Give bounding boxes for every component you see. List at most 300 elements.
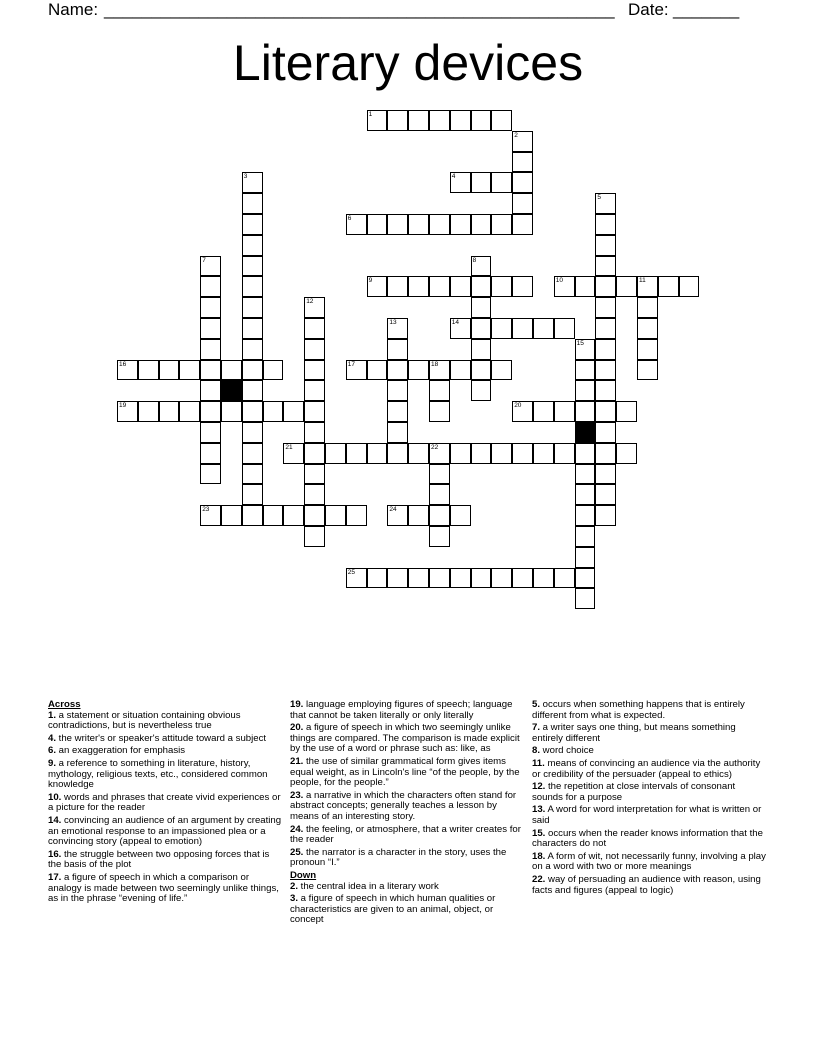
grid-cell[interactable] bbox=[512, 152, 533, 173]
clue-item bbox=[48, 850, 284, 871]
grid-cell[interactable] bbox=[595, 505, 616, 526]
clue-item bbox=[48, 793, 284, 814]
grid-cell[interactable] bbox=[346, 360, 367, 381]
grid-cell[interactable] bbox=[429, 443, 450, 464]
grid-cell[interactable] bbox=[408, 110, 429, 131]
grid-cell[interactable] bbox=[575, 505, 596, 526]
grid-cell[interactable] bbox=[346, 568, 367, 589]
grid-cell[interactable] bbox=[595, 380, 616, 401]
clue-item bbox=[290, 825, 522, 846]
grid-cell[interactable] bbox=[658, 276, 679, 297]
grid-cell[interactable] bbox=[242, 172, 263, 193]
grid-cell[interactable] bbox=[637, 318, 658, 339]
clue-item bbox=[532, 782, 768, 803]
clue-item-text: a narrative in which the characters often stand for abstract concepts; generally teaches a lesson by means of an interesting story. bbox=[290, 789, 517, 822]
across-heading: Across bbox=[48, 699, 81, 710]
grid-cell[interactable] bbox=[554, 401, 575, 422]
clue-item-text: the use of similar grammatical form gives items equal weight, as in Lincoln's line “of the people, by the people, for the people.” bbox=[290, 755, 520, 789]
grid-cell[interactable] bbox=[471, 110, 492, 131]
clue-item-number: 22. bbox=[532, 873, 546, 885]
grid-cell[interactable] bbox=[491, 568, 512, 589]
grid-cell[interactable] bbox=[367, 360, 388, 381]
down-heading: Down bbox=[290, 869, 317, 881]
grid-cell[interactable] bbox=[471, 297, 492, 318]
grid-cell[interactable] bbox=[325, 505, 346, 526]
grid-cell[interactable] bbox=[200, 318, 221, 339]
grid-cell[interactable] bbox=[408, 443, 429, 464]
grid-cell[interactable] bbox=[387, 568, 408, 589]
clues-column-2 bbox=[290, 700, 522, 928]
grid-cell[interactable] bbox=[512, 318, 533, 339]
grid-cell[interactable] bbox=[263, 505, 284, 526]
grid-cell[interactable] bbox=[554, 276, 575, 297]
grid-cell[interactable] bbox=[616, 276, 637, 297]
clue-number: 21 bbox=[285, 443, 293, 451]
grid-cell[interactable] bbox=[450, 505, 471, 526]
grid-cell[interactable] bbox=[450, 172, 471, 193]
clue-item-text: means of convincing an audience via the authority or credibility of the persuader (appeal to ethics) bbox=[532, 757, 761, 780]
grid-cell[interactable] bbox=[575, 276, 596, 297]
grid-cell[interactable] bbox=[367, 214, 388, 235]
grid-cell[interactable] bbox=[200, 443, 221, 464]
grid-block bbox=[221, 380, 242, 401]
clue-item-text: word choice bbox=[540, 745, 594, 757]
grid-cell[interactable] bbox=[491, 214, 512, 235]
clue-item bbox=[290, 757, 522, 789]
clue-item-number: 1. bbox=[48, 709, 57, 721]
grid-block bbox=[575, 422, 596, 443]
grid-cell[interactable] bbox=[533, 568, 554, 589]
grid-cell[interactable] bbox=[200, 401, 221, 422]
clue-item bbox=[290, 894, 522, 926]
clue-number: 5 bbox=[597, 194, 602, 202]
grid-cell[interactable] bbox=[491, 443, 512, 464]
clue-item bbox=[532, 852, 768, 873]
grid-cell[interactable] bbox=[138, 360, 159, 381]
grid-cell[interactable] bbox=[450, 443, 471, 464]
grid-cell[interactable] bbox=[533, 318, 554, 339]
grid-cell[interactable] bbox=[242, 380, 263, 401]
clue-item-text: a figure of speech in which a comparison or analogy is made between two seemingly unlike things, as in the phrase “evening of life.” bbox=[48, 871, 279, 905]
clue-number: 1 bbox=[368, 111, 373, 118]
grid-cell[interactable] bbox=[200, 464, 221, 485]
grid-cell[interactable] bbox=[491, 360, 512, 381]
grid-cell[interactable] bbox=[283, 505, 304, 526]
grid-cell[interactable] bbox=[200, 505, 221, 526]
clue-item-text: a writer says one thing, but means something entirely different bbox=[532, 722, 736, 744]
clue-number: 8 bbox=[472, 256, 477, 264]
clue-number: 23 bbox=[202, 506, 210, 514]
grid-cell[interactable] bbox=[575, 360, 596, 381]
clue-item-number: 18. bbox=[532, 850, 546, 862]
clue-item-number: 6. bbox=[48, 745, 57, 757]
grid-cell[interactable] bbox=[595, 401, 616, 422]
clue-item-number: 15. bbox=[532, 827, 546, 839]
clue-number: 12 bbox=[306, 298, 314, 306]
clue-item-number: 20. bbox=[290, 722, 304, 734]
clue-item-text: a reference to something in literature, history, mythology, religious texts, etc., considered common knowledge bbox=[48, 757, 268, 791]
grid-cell[interactable] bbox=[450, 110, 471, 131]
grid-cell[interactable] bbox=[637, 339, 658, 360]
grid-cell[interactable] bbox=[450, 318, 471, 339]
clue-number: 10 bbox=[555, 277, 564, 285]
grid-cell[interactable] bbox=[429, 360, 450, 381]
grid-cell[interactable] bbox=[200, 256, 221, 277]
clue-item-number: 25. bbox=[290, 846, 304, 858]
grid-cell[interactable] bbox=[304, 380, 325, 401]
clue-item-number: 12. bbox=[532, 781, 546, 793]
grid-cell[interactable] bbox=[304, 318, 325, 339]
clue-item-text: a figure of speech in which human qualities or characteristics are given to an animal, object, or concept bbox=[290, 893, 496, 926]
grid-cell[interactable] bbox=[429, 505, 450, 526]
clue-item-text: a statement or situation containing obvious contradictions, but is nevertheless true bbox=[48, 709, 241, 732]
clue-item-text: the writer's or speaker's attitude toward a subject bbox=[56, 732, 267, 744]
grid-cell[interactable] bbox=[429, 484, 450, 505]
clue-item bbox=[48, 873, 284, 905]
grid-cell[interactable] bbox=[595, 297, 616, 318]
clue-item-text: way of persuading an audience with reason, using facts and figures (appeal to logic) bbox=[532, 873, 761, 896]
grid-cell[interactable] bbox=[595, 360, 616, 381]
grid-cell[interactable] bbox=[429, 464, 450, 485]
clue-number: 9 bbox=[368, 277, 373, 285]
grid-cell[interactable] bbox=[512, 568, 533, 589]
grid-cell[interactable] bbox=[304, 422, 325, 443]
grid-cell[interactable] bbox=[595, 464, 616, 485]
grid-cell[interactable] bbox=[179, 360, 200, 381]
grid-cell[interactable] bbox=[304, 297, 325, 318]
grid-cell[interactable] bbox=[554, 443, 575, 464]
grid-cell[interactable] bbox=[263, 401, 284, 422]
clue-item bbox=[290, 700, 522, 721]
clue-item bbox=[48, 746, 284, 757]
grid-cell[interactable] bbox=[575, 464, 596, 485]
grid-cell[interactable] bbox=[387, 214, 408, 235]
grid-cell[interactable] bbox=[159, 401, 180, 422]
clue-item bbox=[532, 723, 768, 744]
clue-item-text: the struggle between two opposing forces that is the basis of the plot bbox=[48, 848, 270, 871]
grid-cell[interactable] bbox=[595, 443, 616, 464]
clue-item-number: 8. bbox=[532, 745, 541, 757]
clue-item-text: an exaggeration for emphasis bbox=[56, 745, 186, 757]
grid-cell[interactable] bbox=[471, 380, 492, 401]
clue-item bbox=[290, 723, 522, 755]
grid-cell[interactable] bbox=[450, 568, 471, 589]
grid-cell[interactable] bbox=[575, 568, 596, 589]
grid-cell[interactable] bbox=[179, 401, 200, 422]
clue-item-number: 21. bbox=[290, 755, 304, 767]
grid-cell[interactable] bbox=[491, 318, 512, 339]
grid-cell[interactable] bbox=[575, 484, 596, 505]
grid-cell[interactable] bbox=[637, 360, 658, 381]
grid-cell[interactable] bbox=[242, 443, 263, 464]
grid-cell[interactable] bbox=[346, 443, 367, 464]
clue-item bbox=[532, 759, 768, 780]
grid-cell[interactable] bbox=[387, 339, 408, 360]
grid-cell[interactable] bbox=[387, 318, 408, 339]
grid-cell[interactable] bbox=[242, 318, 263, 339]
grid-cell[interactable] bbox=[304, 464, 325, 485]
clue-number: 17 bbox=[347, 360, 356, 368]
grid-cell[interactable] bbox=[595, 484, 616, 505]
grid-cell[interactable] bbox=[575, 526, 596, 547]
grid-cell[interactable] bbox=[283, 443, 304, 464]
clue-item-number: 7. bbox=[532, 722, 541, 734]
grid-cell[interactable] bbox=[304, 339, 325, 360]
grid-cell[interactable] bbox=[367, 443, 388, 464]
grid-cell[interactable] bbox=[221, 401, 242, 422]
clue-number: 4 bbox=[451, 173, 456, 181]
clue-number: 7 bbox=[202, 256, 206, 264]
grid-cell[interactable] bbox=[346, 214, 367, 235]
clue-number: 14 bbox=[451, 319, 460, 326]
grid-cell[interactable] bbox=[159, 360, 180, 381]
grid-cell[interactable] bbox=[242, 214, 263, 235]
clue-item bbox=[48, 816, 284, 848]
clue-item bbox=[532, 875, 768, 896]
clue-number: 13 bbox=[389, 319, 397, 326]
clue-item bbox=[532, 805, 768, 826]
grid-cell[interactable] bbox=[242, 360, 263, 381]
grid-cell[interactable] bbox=[575, 401, 596, 422]
grid-cell[interactable] bbox=[242, 297, 263, 318]
grid-cell[interactable] bbox=[595, 318, 616, 339]
grid-cell[interactable] bbox=[471, 360, 492, 381]
clue-number: 18 bbox=[431, 360, 439, 368]
clue-number: 22 bbox=[431, 443, 439, 451]
name-label: Name: bbox=[48, 0, 99, 19]
grid-cell[interactable] bbox=[138, 401, 159, 422]
grid-cell[interactable] bbox=[387, 505, 408, 526]
grid-cell[interactable] bbox=[575, 339, 596, 360]
grid-cell[interactable] bbox=[554, 568, 575, 589]
clue-item bbox=[290, 791, 522, 823]
clue-item-text: occurs when the reader knows information that the characters do not bbox=[532, 827, 763, 850]
grid-cell[interactable] bbox=[200, 276, 221, 297]
grid-cell[interactable] bbox=[242, 505, 263, 526]
clue-item-number: 23. bbox=[290, 789, 304, 801]
grid-cell[interactable] bbox=[512, 131, 533, 152]
grid-cell[interactable] bbox=[242, 464, 263, 485]
grid-cell[interactable] bbox=[387, 360, 408, 381]
date-label: Date: bbox=[628, 0, 669, 19]
grid-cell[interactable] bbox=[471, 214, 492, 235]
grid-cell[interactable] bbox=[408, 276, 429, 297]
grid-cell[interactable] bbox=[429, 401, 450, 422]
grid-cell[interactable] bbox=[429, 110, 450, 131]
clue-item-number: 17. bbox=[48, 871, 62, 883]
grid-cell[interactable] bbox=[117, 360, 138, 381]
clue-number: 16 bbox=[119, 360, 127, 368]
grid-cell[interactable] bbox=[575, 588, 596, 609]
clue-item-text: the repetition at close intervals of consonant sounds for a purpose bbox=[532, 781, 736, 803]
grid-cell[interactable] bbox=[304, 360, 325, 381]
grid-cell[interactable] bbox=[283, 401, 304, 422]
clue-item-number: 9. bbox=[48, 757, 57, 769]
grid-cell[interactable] bbox=[408, 568, 429, 589]
clue-item bbox=[48, 759, 284, 791]
clue-number: 24 bbox=[389, 506, 397, 514]
clues-column-1 bbox=[48, 700, 284, 907]
grid-cell[interactable] bbox=[491, 276, 512, 297]
clue-number: 19 bbox=[119, 402, 127, 410]
grid-cell[interactable] bbox=[616, 401, 637, 422]
clue-number: 3 bbox=[243, 173, 248, 181]
grid-cell[interactable] bbox=[200, 339, 221, 360]
grid-cell[interactable] bbox=[595, 339, 616, 360]
grid-cell[interactable] bbox=[117, 401, 138, 422]
grid-cell[interactable] bbox=[512, 276, 533, 297]
clue-item-number: 11. bbox=[532, 757, 545, 769]
clue-item-text: A word for word interpretation for what is written or said bbox=[532, 804, 762, 826]
date-line[interactable]: _______ bbox=[673, 0, 740, 19]
grid-cell[interactable] bbox=[200, 360, 221, 381]
grid-cell[interactable] bbox=[387, 110, 408, 131]
clue-item-text: the feeling, or atmosphere, that a writer creates for the reader bbox=[290, 823, 521, 846]
grid-cell[interactable] bbox=[575, 547, 596, 568]
clues-column-3 bbox=[532, 700, 768, 898]
grid-cell[interactable] bbox=[471, 256, 492, 277]
grid-cell[interactable] bbox=[450, 360, 471, 381]
grid-cell[interactable] bbox=[595, 193, 616, 214]
clue-number: 25 bbox=[347, 568, 356, 576]
grid-cell[interactable] bbox=[595, 256, 616, 277]
clue-item-number: 19. bbox=[290, 699, 304, 710]
clue-item bbox=[290, 882, 522, 893]
grid-cell[interactable] bbox=[304, 526, 325, 547]
grid-cell[interactable] bbox=[242, 484, 263, 505]
grid-cell[interactable] bbox=[304, 401, 325, 422]
page-title: Literary devices bbox=[232, 35, 584, 91]
grid-cell[interactable] bbox=[242, 193, 263, 214]
grid-cell[interactable] bbox=[512, 443, 533, 464]
grid-cell[interactable] bbox=[575, 380, 596, 401]
grid-cell[interactable] bbox=[491, 172, 512, 193]
grid-cell[interactable] bbox=[533, 443, 554, 464]
grid-cell[interactable] bbox=[367, 276, 388, 297]
clue-item bbox=[532, 700, 768, 721]
grid-cell[interactable] bbox=[471, 443, 492, 464]
grid-cell[interactable] bbox=[595, 422, 616, 443]
grid-cell[interactable] bbox=[637, 276, 658, 297]
grid-cell[interactable] bbox=[200, 380, 221, 401]
grid-cell[interactable] bbox=[491, 110, 512, 131]
grid-cell[interactable] bbox=[429, 526, 450, 547]
grid-cell[interactable] bbox=[450, 214, 471, 235]
grid-cell[interactable] bbox=[304, 443, 325, 464]
clue-item-text: the central idea in a literary work bbox=[298, 880, 439, 892]
grid-cell[interactable] bbox=[304, 505, 325, 526]
clue-item-number: 10. bbox=[48, 791, 62, 803]
name-line[interactable]: ______________________________________________________ bbox=[104, 0, 615, 19]
grid-cell[interactable] bbox=[554, 318, 575, 339]
grid-cell[interactable] bbox=[512, 193, 533, 214]
clue-number: 15 bbox=[576, 339, 584, 347]
grid-cell[interactable] bbox=[242, 339, 263, 360]
grid-cell[interactable] bbox=[242, 422, 263, 443]
grid-cell[interactable] bbox=[304, 484, 325, 505]
grid-cell[interactable] bbox=[512, 172, 533, 193]
clue-item-number: 3. bbox=[290, 893, 299, 905]
clue-item-text: the narrator is a character in the story, uses the pronoun “I.” bbox=[290, 846, 507, 869]
clue-number: 20 bbox=[514, 402, 522, 410]
clue-item-text: a figure of speech in which two seemingly unlike things are compared. The comparison is made explicit by the use of a word or phrase such as: like, as bbox=[290, 722, 520, 755]
grid-cell[interactable] bbox=[408, 360, 429, 381]
grid-cell[interactable] bbox=[242, 235, 263, 256]
grid-cell[interactable] bbox=[387, 380, 408, 401]
grid-cell[interactable] bbox=[429, 276, 450, 297]
clue-number: 2 bbox=[514, 131, 518, 139]
grid-cell[interactable] bbox=[595, 276, 616, 297]
grid-cell[interactable] bbox=[471, 339, 492, 360]
grid-cell[interactable] bbox=[221, 360, 242, 381]
grid-cell[interactable] bbox=[471, 276, 492, 297]
grid-cell[interactable] bbox=[471, 318, 492, 339]
grid-cell[interactable] bbox=[408, 505, 429, 526]
clue-item-text: A form of wit, not necessarily funny, involving a play on a word with two or more meanings bbox=[532, 850, 766, 873]
grid-cell[interactable] bbox=[471, 568, 492, 589]
grid-cell[interactable] bbox=[367, 568, 388, 589]
grid-cell[interactable] bbox=[200, 422, 221, 443]
clue-item-number: 2. bbox=[290, 880, 299, 892]
clue-item-text: words and phrases that create vivid experiences or a picture for the reader bbox=[48, 791, 281, 814]
grid-cell[interactable] bbox=[408, 214, 429, 235]
grid-cell[interactable] bbox=[429, 568, 450, 589]
grid-cell[interactable] bbox=[575, 443, 596, 464]
grid-cell[interactable] bbox=[325, 443, 346, 464]
clue-number: 6 bbox=[347, 215, 352, 222]
clue-item bbox=[532, 829, 768, 850]
clue-item-number: 24. bbox=[290, 823, 304, 835]
clue-item-number: 4. bbox=[48, 732, 57, 744]
grid-cell[interactable] bbox=[450, 276, 471, 297]
grid-cell[interactable] bbox=[616, 443, 637, 464]
clue-item-text: occurs when something happens that is entirely different from what is expected. bbox=[532, 699, 745, 721]
grid-cell[interactable] bbox=[512, 214, 533, 235]
grid-cell[interactable] bbox=[242, 401, 263, 422]
grid-cell[interactable] bbox=[429, 380, 450, 401]
clue-item bbox=[532, 746, 768, 757]
grid-cell[interactable] bbox=[387, 401, 408, 422]
clue-item-number: 13. bbox=[532, 804, 546, 816]
grid-cell[interactable] bbox=[471, 172, 492, 193]
clue-item-text: convincing an audience of an argument by creating an emotional response to an impassioned plea or a convincing story (appeal to emotion) bbox=[48, 814, 282, 848]
grid-cell[interactable] bbox=[242, 256, 263, 277]
clue-item bbox=[48, 734, 284, 745]
grid-cell[interactable] bbox=[367, 110, 388, 131]
grid-cell[interactable] bbox=[512, 401, 533, 422]
grid-cell[interactable] bbox=[429, 214, 450, 235]
clue-number: 11 bbox=[639, 277, 646, 285]
grid-cell[interactable] bbox=[387, 422, 408, 443]
grid-cell[interactable] bbox=[595, 235, 616, 256]
clue-item bbox=[290, 848, 522, 869]
clue-item-text: language employing figures of speech; language that cannot be taken literally or only literally bbox=[290, 699, 513, 721]
grid-cell[interactable] bbox=[637, 297, 658, 318]
grid-cell[interactable] bbox=[346, 505, 367, 526]
grid-cell[interactable] bbox=[263, 360, 284, 381]
grid-cell[interactable] bbox=[242, 276, 263, 297]
grid-cell[interactable] bbox=[221, 505, 242, 526]
clue-item-number: 5. bbox=[532, 699, 541, 710]
grid-cell[interactable] bbox=[595, 214, 616, 235]
grid-cell[interactable] bbox=[387, 443, 408, 464]
grid-cell[interactable] bbox=[200, 297, 221, 318]
grid-cell[interactable] bbox=[679, 276, 700, 297]
clue-item-number: 16. bbox=[48, 848, 62, 860]
grid-cell[interactable] bbox=[533, 401, 554, 422]
grid-cell[interactable] bbox=[387, 276, 408, 297]
clue-item bbox=[48, 711, 284, 732]
